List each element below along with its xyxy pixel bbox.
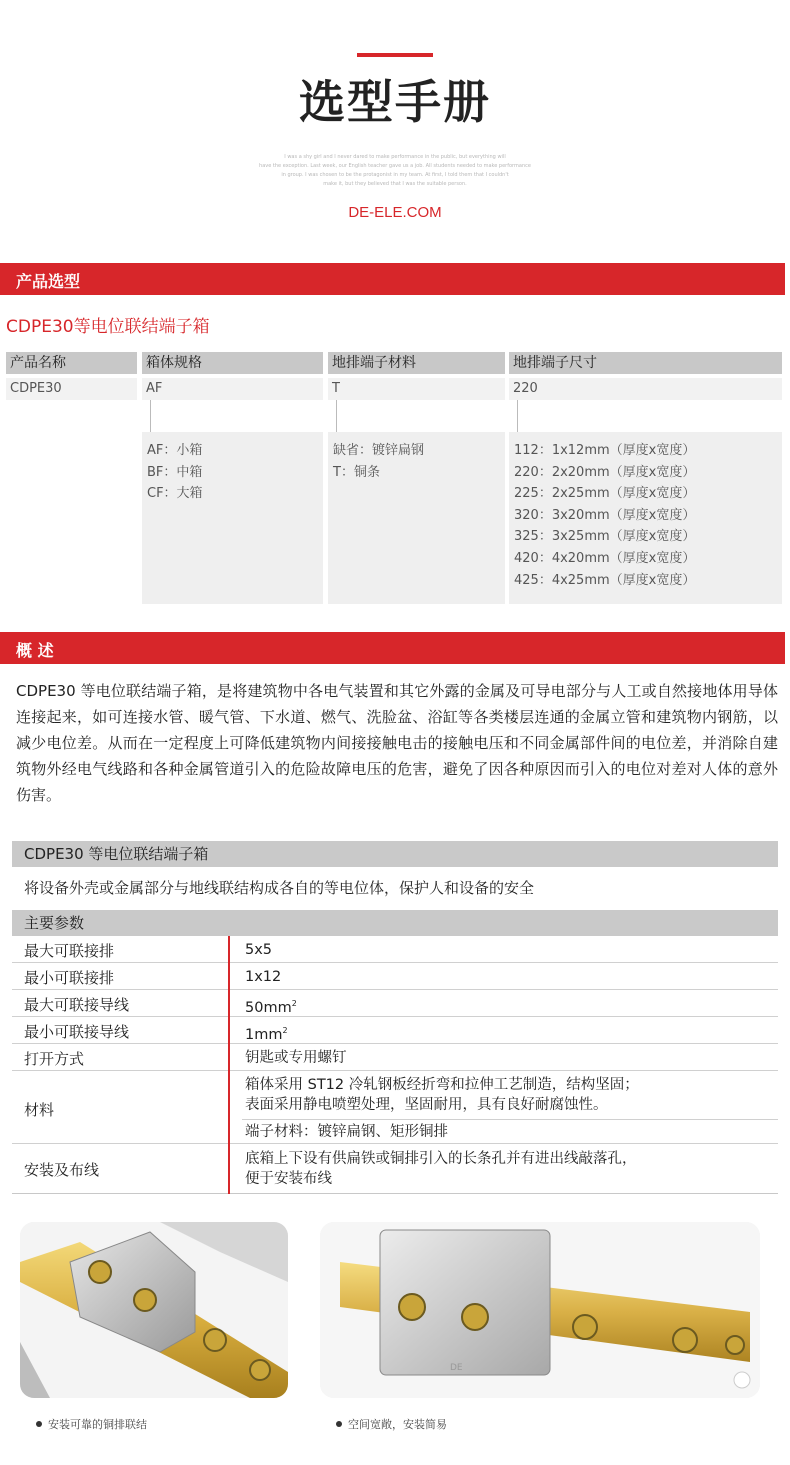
- param-row: [12, 963, 778, 990]
- param-key: 安装及布线: [24, 1161, 100, 1179]
- photo-spacious-installation: [320, 1222, 760, 1398]
- column-header-box: 箱体规格: [142, 352, 323, 374]
- connector-line: [150, 400, 151, 432]
- param-divider-red: [228, 936, 230, 1194]
- option-item: 425：4x25mm（厚度x宽度）: [514, 572, 696, 588]
- param-value: 1x12: [245, 969, 282, 985]
- option-item: CF：大箱: [147, 486, 203, 502]
- param-row: [12, 990, 778, 1017]
- param-value: 箱体采用 ST12 冷轧钢板经折弯和拉伸工艺制造，结构坚固； 表面采用静电喷塑处理，坚固耐用，具有良好耐腐蚀性。: [245, 1077, 639, 1113]
- product-description: 将设备外壳或金属部分与地线联结构成各自的等电位体，保护人和设备的安全: [24, 879, 535, 897]
- example-name: CDPE30: [6, 378, 137, 400]
- column-header-material: 地排端子材料: [328, 352, 505, 374]
- clip-mark: DE: [450, 1363, 463, 1373]
- row-divider: [242, 1119, 778, 1120]
- param-row-material: [12, 1071, 778, 1144]
- param-value: $1mm^2$: [245, 1026, 288, 1043]
- overview-text: CDPE30 等电位联结端子箱，是将建筑物中各电气装置和其它外露的金属及可导电部分与人工或自然接地体用导体连接起来，如可连接水管、暖气管、下水道、燃气、洗脸盆、浴缸等各类楼层连通的金属立管和建筑物内钢筋，以减少电位差。从而在一定程度上可降低建筑物内间接接触电击的接触电压和不同金属部件间的电位差，并消除自建筑物外经电气线路和各种金属管道引入的危险故障电压的危害，避免了因各种原因而引入的电位对差对人体的意外伤害。: [16, 682, 778, 804]
- option-item: 325：3x25mm（厚度x宽度）: [514, 529, 696, 545]
- params-header: 主要参数: [12, 910, 778, 936]
- column-header-size: 地排端子尺寸: [509, 352, 782, 374]
- bullet-icon: [336, 1421, 342, 1427]
- param-key: 材料: [24, 1101, 55, 1119]
- param-value: 底箱上下设有供扁铁或铜排引入的长条孔并有进出线敲落孔， 便于安装布线: [245, 1151, 637, 1187]
- tagline-line: make it, but they believed that I was the suitable person.: [323, 181, 467, 187]
- param-value: 钥匙或专用螺钉: [245, 1050, 347, 1066]
- option-item: 225：2x25mm（厚度x宽度）: [514, 486, 696, 502]
- tagline-line: I was a shy girl and I never dared to make performance in the public, but everything will: [284, 154, 506, 160]
- website-link[interactable]: DE-ELE.COM: [348, 204, 442, 221]
- example-box: AF: [142, 378, 323, 400]
- box-options: [142, 432, 323, 604]
- page-title: 选型手册: [299, 75, 491, 129]
- option-item: 320：3x20mm（厚度x宽度）: [514, 507, 696, 523]
- size-options: [509, 432, 782, 604]
- section-bar-overview: [0, 632, 785, 664]
- option-item: AF：小箱: [147, 443, 203, 458]
- title-accent-line: [357, 53, 433, 57]
- param-value: 5x5: [245, 942, 273, 958]
- option-item: 220：2x20mm（厚度x宽度）: [514, 464, 696, 480]
- column-header-name: 产品名称: [6, 352, 137, 374]
- option-item: 缺省：镀锌扁钢: [333, 443, 425, 458]
- param-key: 最小可联接导线: [24, 1023, 130, 1041]
- section-label: 产品选型: [16, 272, 81, 291]
- param-value: $50mm^2$: [245, 999, 297, 1016]
- param-key: 最小可联接排: [24, 969, 115, 987]
- param-row: [12, 1044, 778, 1071]
- section-label: 概 述: [16, 641, 54, 660]
- connector-line: [517, 400, 518, 432]
- material-options: [328, 432, 505, 604]
- param-value: 端子材料：镀锌扁钢、矩形铜排: [245, 1124, 448, 1140]
- product-title: CDPE30等电位联结端子箱: [6, 317, 210, 337]
- param-row: [12, 936, 778, 963]
- param-key: 最大可联接排: [24, 942, 115, 960]
- product-name-bar: CDPE30 等电位联结端子箱: [12, 841, 778, 867]
- example-size: 220: [509, 378, 782, 400]
- param-row: [12, 1017, 778, 1044]
- bullet-icon: [36, 1421, 42, 1427]
- tagline-line: in group. I was chosen to be the protagonist in my team. At first, I told them that I couldn't: [281, 172, 509, 178]
- connector-line: [336, 400, 337, 432]
- photo-caption-right: 空间宽敞，安装简易: [336, 1416, 447, 1432]
- photo-copper-bar-connection: [20, 1222, 288, 1398]
- option-item: T：铜条: [333, 464, 380, 480]
- section-bar-selection: [0, 263, 785, 295]
- param-row-install: [12, 1144, 778, 1194]
- param-key: 最大可联接导线: [24, 996, 130, 1014]
- photo-caption-left: 安装可靠的铜排联结: [36, 1416, 147, 1432]
- option-item: 420：4x20mm（厚度x宽度）: [514, 550, 696, 566]
- example-material: T: [328, 378, 505, 400]
- tagline-line: have the exception. Last week, our English teacher gave us a job. All students needed to make performance: [259, 163, 531, 169]
- option-item: BF：中箱: [147, 464, 203, 480]
- option-item: 112：1x12mm（厚度x宽度）: [514, 443, 696, 458]
- param-key: 打开方式: [24, 1050, 85, 1068]
